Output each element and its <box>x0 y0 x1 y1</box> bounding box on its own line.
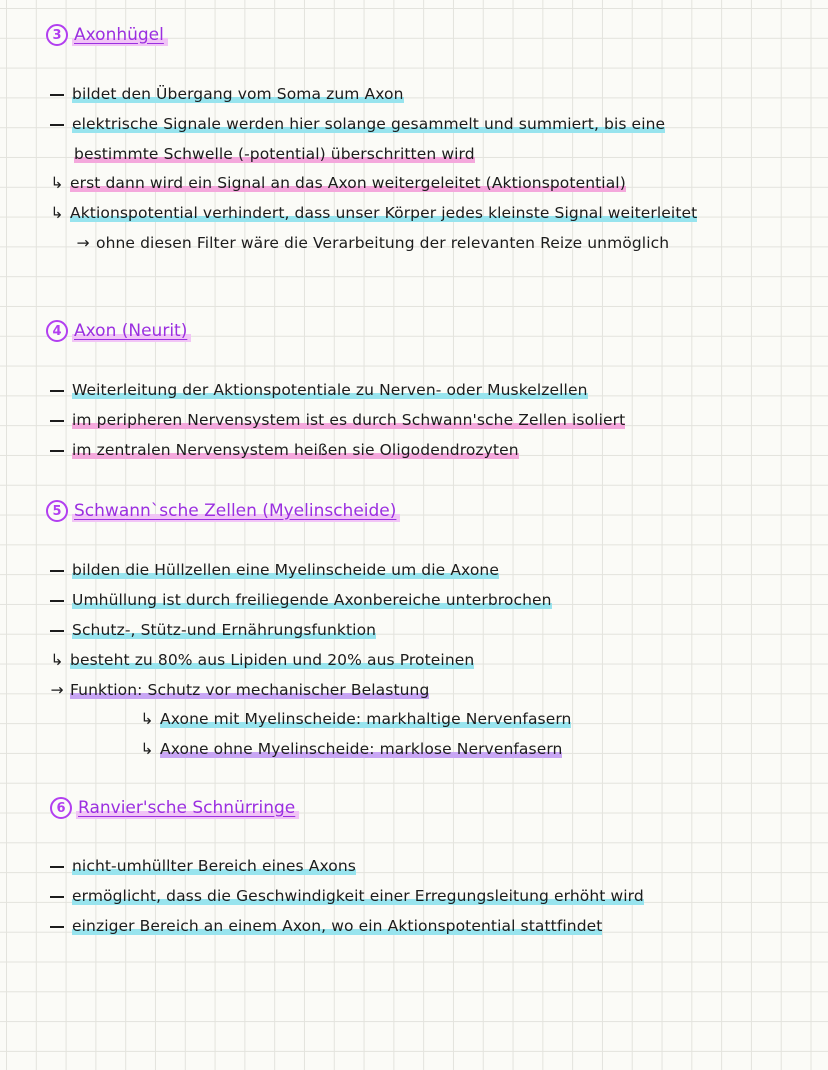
dash-bullet <box>50 926 64 928</box>
s3-line-6: → ohne diesen Filter wäre die Verarbeitung der relevanten Reize unmöglich <box>76 234 670 252</box>
s5-line-1: bilden die Hüllzellen eine Myelinscheide um die Axone <box>50 561 499 579</box>
curved-arrow-icon: ↳ <box>140 740 154 758</box>
s5-line-5: → Funktion: Schutz vor mechanischer Belastung <box>50 681 430 699</box>
arrow-right-icon: → <box>76 234 90 252</box>
curved-arrow-icon: ↳ <box>50 174 64 192</box>
dash-bullet <box>50 600 64 602</box>
circled-number-5: 5 <box>46 500 68 522</box>
section-6-heading <box>50 797 299 819</box>
s3-line-1: bildet den Übergang vom Soma zum Axon <box>50 85 404 103</box>
section-6-title: Ranvier'sche Schnürringe <box>76 798 299 819</box>
dash-bullet <box>50 124 64 126</box>
s6-line-2: ermöglicht, dass die Geschwindigkeit einer Erregungsleitung erhöht wird <box>50 887 644 905</box>
dash-bullet <box>50 866 64 868</box>
circled-number-4: 4 <box>46 320 68 342</box>
dash-bullet <box>50 570 64 572</box>
s4-line-2: im peripheren Nervensystem ist es durch Schwann'sche Zellen isoliert <box>50 411 625 429</box>
dash-bullet <box>50 420 64 422</box>
s3-line-3: bestimmte Schwelle (-potential) überschritten wird <box>74 145 475 163</box>
s5-line-2: Umhüllung ist durch freiliegende Axonbereiche unterbrochen <box>50 591 552 609</box>
s3-line-4: ↳ erst dann wird ein Signal an das Axon weitergeleitet (Aktionspotential) <box>50 174 626 192</box>
dash-bullet <box>50 630 64 632</box>
s4-line-1: Weiterleitung der Aktionspotentiale zu Nerven- oder Muskelzellen <box>50 381 588 399</box>
curved-arrow-icon: ↳ <box>140 710 154 728</box>
section-4-heading <box>46 320 191 342</box>
dash-bullet <box>50 94 64 96</box>
circled-number-6: 6 <box>50 797 72 819</box>
section-3-title: Axonhügel <box>72 25 168 46</box>
s4-line-3: im zentralen Nervensystem heißen sie Oligodendrozyten <box>50 441 519 459</box>
circled-number-3: 3 <box>46 24 68 46</box>
s5-line-6: ↳ Axone mit Myelinscheide: markhaltige Nervenfasern <box>140 710 572 728</box>
curved-arrow-icon: ↳ <box>50 204 64 222</box>
s3-line-5: ↳ Aktionspotential verhindert, dass unser Körper jedes kleinste Signal weiterleitet <box>50 204 698 222</box>
dash-bullet <box>50 450 64 452</box>
s6-line-1: nicht-umhüllter Bereich eines Axons <box>50 857 356 875</box>
dash-bullet <box>50 390 64 392</box>
section-4-title: Axon (Neurit) <box>72 321 191 342</box>
curved-arrow-icon: ↳ <box>50 651 64 669</box>
dash-bullet <box>50 896 64 898</box>
s3-line-2: elektrische Signale werden hier solange gesammelt und summiert, bis eine <box>50 115 665 133</box>
s5-line-7: ↳ Axone ohne Myelinscheide: marklose Nervenfasern <box>140 740 563 758</box>
section-3-heading <box>46 24 168 46</box>
s6-line-3: einziger Bereich an einem Axon, wo ein Aktionspotential stattfindet <box>50 917 602 935</box>
s5-line-4: ↳ besteht zu 80% aus Lipiden und 20% aus Proteinen <box>50 651 475 669</box>
section-5-title: Schwann`sche Zellen (Myelinscheide) <box>72 501 400 522</box>
section-5-heading <box>46 500 400 522</box>
arrow-right-icon: → <box>50 681 64 699</box>
s5-line-3: Schutz-, Stütz-und Ernährungsfunktion <box>50 621 376 639</box>
